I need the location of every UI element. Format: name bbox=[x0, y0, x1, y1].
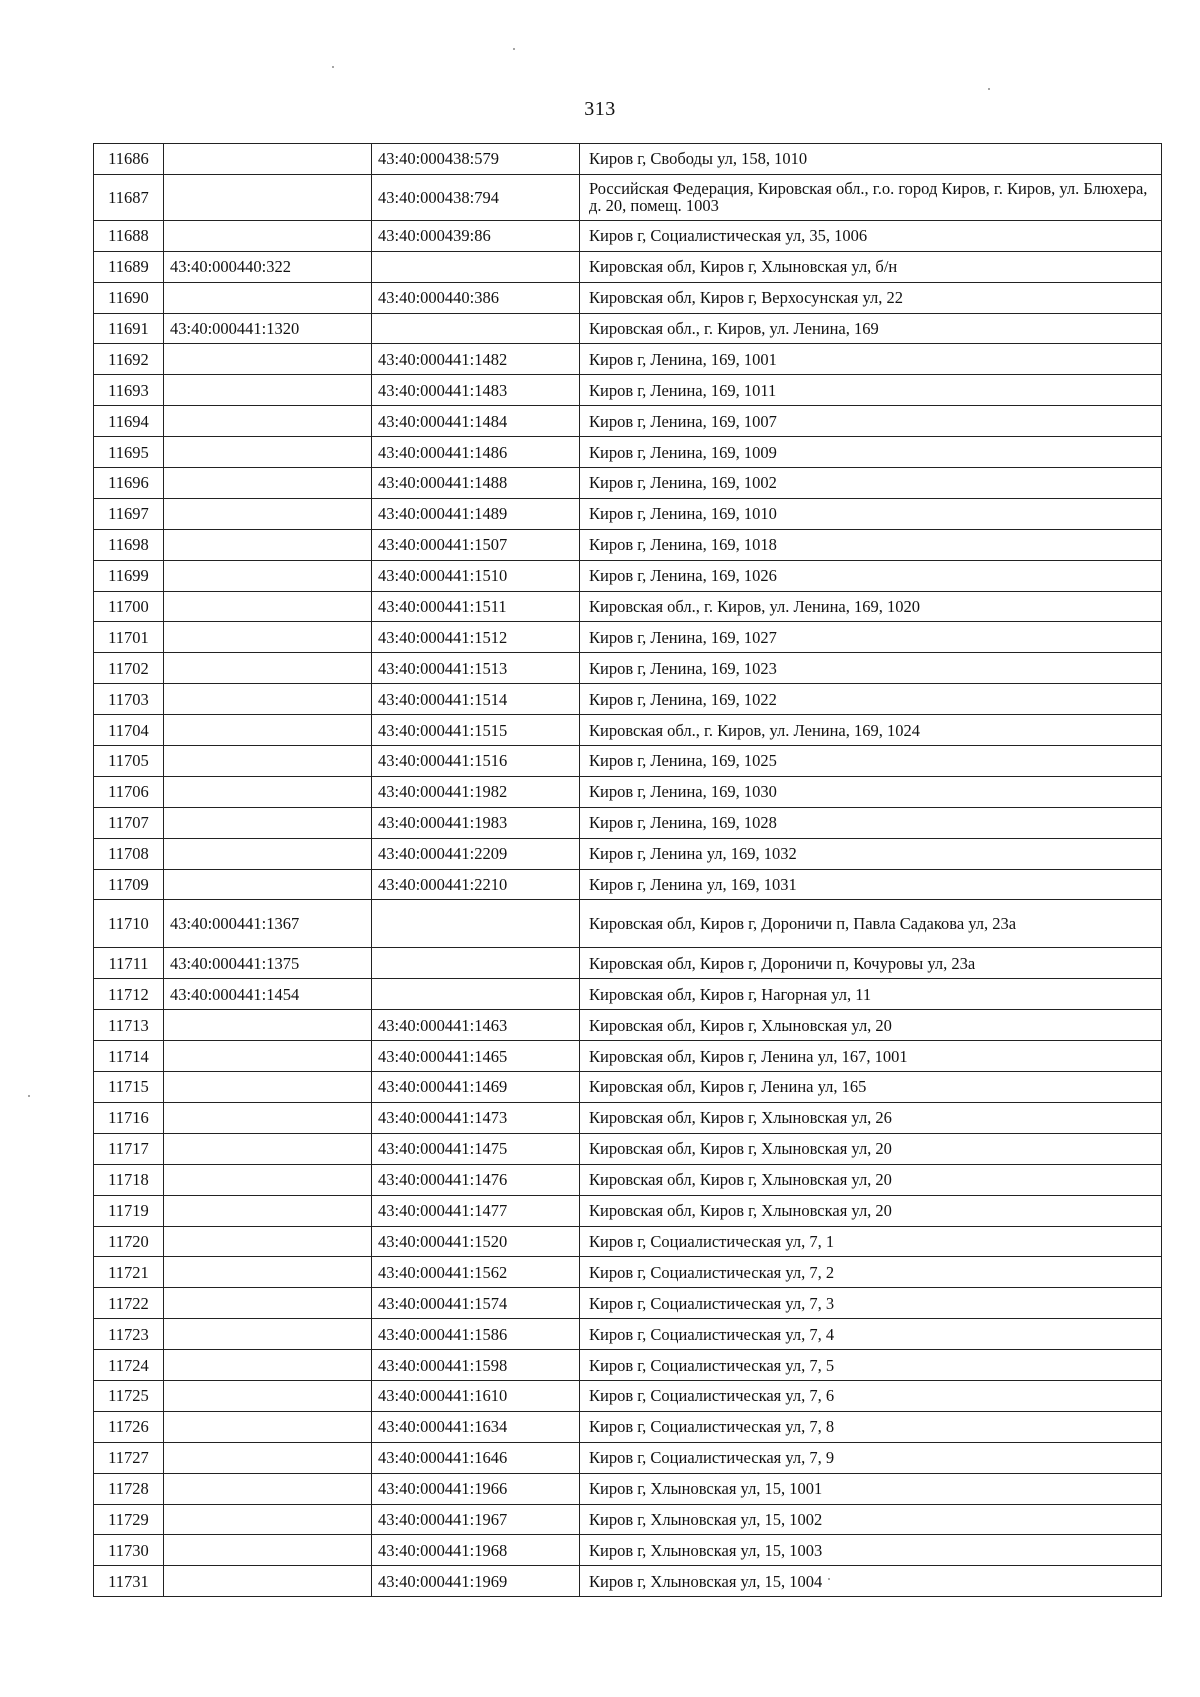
table-row bbox=[94, 979, 1162, 1010]
premises-number-cell bbox=[372, 948, 580, 979]
row-number-cell: 11690 bbox=[94, 282, 164, 313]
cadastral-number-cell bbox=[164, 1010, 372, 1041]
cadastral-number-cell bbox=[164, 1257, 372, 1288]
address-cell: Киров г, Социалистическая ул, 7, 3 bbox=[580, 1288, 1162, 1319]
table-row bbox=[94, 437, 1162, 468]
premises-number-cell: 43:40:000441:1482 bbox=[372, 344, 580, 375]
premises-number-cell: 43:40:000440:386 bbox=[372, 282, 580, 313]
premises-number-cell: 43:40:000441:1966 bbox=[372, 1473, 580, 1504]
table-row bbox=[94, 1041, 1162, 1072]
premises-number-cell: 43:40:000441:2209 bbox=[372, 838, 580, 869]
cadastral-number-cell bbox=[164, 622, 372, 653]
address-cell: Киров г, Социалистическая ул, 7, 1 bbox=[580, 1226, 1162, 1257]
address-cell: Киров г, Ленина, 169, 1002 bbox=[580, 468, 1162, 499]
cadastral-number-cell bbox=[164, 838, 372, 869]
table-row bbox=[94, 174, 1162, 220]
premises-number-cell: 43:40:000441:1475 bbox=[372, 1133, 580, 1164]
row-number-cell: 11705 bbox=[94, 746, 164, 777]
row-number-cell: 11711 bbox=[94, 948, 164, 979]
row-number-cell: 11729 bbox=[94, 1504, 164, 1535]
premises-number-cell: 43:40:000438:579 bbox=[372, 144, 580, 175]
row-number-cell: 11688 bbox=[94, 220, 164, 251]
row-number-cell: 11718 bbox=[94, 1164, 164, 1195]
cadastral-number-cell bbox=[164, 776, 372, 807]
table-row bbox=[94, 1350, 1162, 1381]
row-number-cell: 11707 bbox=[94, 807, 164, 838]
address-cell: Кировская обл, Киров г, Ленина ул, 165 bbox=[580, 1072, 1162, 1103]
table-row bbox=[94, 282, 1162, 313]
address-cell: Киров г, Социалистическая ул, 7, 2 bbox=[580, 1257, 1162, 1288]
table-row bbox=[94, 746, 1162, 777]
table-row bbox=[94, 1504, 1162, 1535]
row-number-cell: 11723 bbox=[94, 1319, 164, 1350]
cadastral-number-cell bbox=[164, 406, 372, 437]
cadastral-number-cell bbox=[164, 1566, 372, 1597]
cadastral-number-cell bbox=[164, 220, 372, 251]
cadastral-number-cell bbox=[164, 1041, 372, 1072]
premises-number-cell: 43:40:000441:1646 bbox=[372, 1442, 580, 1473]
address-cell: Кировская обл, Киров г, Дороничи п, Павла Садакова ул, 23а bbox=[580, 900, 1162, 948]
premises-number-cell: 43:40:000441:1968 bbox=[372, 1535, 580, 1566]
row-number-cell: 11714 bbox=[94, 1041, 164, 1072]
address-cell: Киров г, Ленина ул, 169, 1031 bbox=[580, 869, 1162, 900]
page-number: 313 bbox=[584, 98, 616, 120]
row-number-cell: 11695 bbox=[94, 437, 164, 468]
row-number-cell: 11701 bbox=[94, 622, 164, 653]
premises-number-cell: 43:40:000441:1967 bbox=[372, 1504, 580, 1535]
cadastral-number-cell bbox=[164, 1164, 372, 1195]
address-cell: Кировская обл, Киров г, Дороничи п, Кочуровы ул, 23а bbox=[580, 948, 1162, 979]
row-number-cell: 11691 bbox=[94, 313, 164, 344]
premises-number-cell: 43:40:000441:1598 bbox=[372, 1350, 580, 1381]
row-number-cell: 11689 bbox=[94, 251, 164, 282]
table-row bbox=[94, 653, 1162, 684]
cadastral-number-cell bbox=[164, 1473, 372, 1504]
premises-number-cell: 43:40:000441:1586 bbox=[372, 1319, 580, 1350]
premises-number-cell: 43:40:000441:2210 bbox=[372, 869, 580, 900]
cadastral-number-cell bbox=[164, 1072, 372, 1103]
premises-number-cell: 43:40:000441:1514 bbox=[372, 684, 580, 715]
address-cell: Кировская обл, Киров г, Хлыновская ул, 20 bbox=[580, 1195, 1162, 1226]
table-row bbox=[94, 1164, 1162, 1195]
cadastral-number-cell bbox=[164, 1350, 372, 1381]
cadastral-number-cell bbox=[164, 560, 372, 591]
row-number-cell: 11706 bbox=[94, 776, 164, 807]
row-number-cell: 11728 bbox=[94, 1473, 164, 1504]
address-cell: Киров г, Социалистическая ул, 7, 6 bbox=[580, 1380, 1162, 1411]
cadastral-number-cell bbox=[164, 1288, 372, 1319]
address-cell: Кировская обл, Киров г, Хлыновская ул, 20 bbox=[580, 1164, 1162, 1195]
premises-number-cell: 43:40:000441:1634 bbox=[372, 1411, 580, 1442]
table-row bbox=[94, 948, 1162, 979]
cadastral-number-cell bbox=[164, 282, 372, 313]
address-cell: Киров г, Ленина ул, 169, 1032 bbox=[580, 838, 1162, 869]
address-cell: Кировская обл, Киров г, Ленина ул, 167, 1001 bbox=[580, 1041, 1162, 1072]
cadastral-number-cell bbox=[164, 1195, 372, 1226]
table-row bbox=[94, 591, 1162, 622]
table-row bbox=[94, 1072, 1162, 1103]
premises-number-cell: 43:40:000441:1982 bbox=[372, 776, 580, 807]
row-number-cell: 11698 bbox=[94, 529, 164, 560]
address-cell: Киров г, Ленина, 169, 1007 bbox=[580, 406, 1162, 437]
row-number-cell: 11699 bbox=[94, 560, 164, 591]
row-number-cell: 11703 bbox=[94, 684, 164, 715]
premises-number-cell: 43:40:000441:1610 bbox=[372, 1380, 580, 1411]
address-cell: Киров г, Ленина, 169, 1030 bbox=[580, 776, 1162, 807]
address-cell: Киров г, Ленина, 169, 1010 bbox=[580, 498, 1162, 529]
cadastral-number-cell bbox=[164, 174, 372, 220]
premises-number-cell: 43:40:000441:1511 bbox=[372, 591, 580, 622]
cadastral-number-cell bbox=[164, 1442, 372, 1473]
premises-number-cell bbox=[372, 900, 580, 948]
cadastral-number-cell bbox=[164, 1133, 372, 1164]
row-number-cell: 11713 bbox=[94, 1010, 164, 1041]
cadastral-number-cell: 43:40:000441:1375 bbox=[164, 948, 372, 979]
cadastral-number-cell bbox=[164, 1535, 372, 1566]
row-number-cell: 11692 bbox=[94, 344, 164, 375]
address-cell: Киров г, Свободы ул, 158, 1010 bbox=[580, 144, 1162, 175]
table-row bbox=[94, 684, 1162, 715]
address-cell: Кировская обл., г. Киров, ул. Ленина, 169, 1020 bbox=[580, 591, 1162, 622]
table-row bbox=[94, 1566, 1162, 1597]
table-row bbox=[94, 313, 1162, 344]
table-row bbox=[94, 468, 1162, 499]
address-cell: Киров г, Ленина, 169, 1009 bbox=[580, 437, 1162, 468]
premises-number-cell: 43:40:000441:1969 bbox=[372, 1566, 580, 1597]
table-row bbox=[94, 715, 1162, 746]
row-number-cell: 11717 bbox=[94, 1133, 164, 1164]
premises-number-cell: 43:40:000441:1486 bbox=[372, 437, 580, 468]
address-cell: Кировская обл, Киров г, Верхосунская ул, 22 bbox=[580, 282, 1162, 313]
table-row bbox=[94, 869, 1162, 900]
premises-number-cell: 43:40:000441:1463 bbox=[372, 1010, 580, 1041]
row-number-cell: 11694 bbox=[94, 406, 164, 437]
row-number-cell: 11721 bbox=[94, 1257, 164, 1288]
cadastral-number-cell bbox=[164, 1504, 372, 1535]
cadastral-number-cell bbox=[164, 1411, 372, 1442]
address-cell: Киров г, Хлыновская ул, 15, 1003 bbox=[580, 1535, 1162, 1566]
row-number-cell: 11704 bbox=[94, 715, 164, 746]
row-number-cell: 11697 bbox=[94, 498, 164, 529]
table-row bbox=[94, 1102, 1162, 1133]
cadastral-number-cell bbox=[164, 869, 372, 900]
cadastral-number-cell bbox=[164, 498, 372, 529]
table-row bbox=[94, 406, 1162, 437]
address-cell: Киров г, Ленина, 169, 1023 bbox=[580, 653, 1162, 684]
row-number-cell: 11710 bbox=[94, 900, 164, 948]
address-cell: Киров г, Хлыновская ул, 15, 1004 bbox=[580, 1566, 1162, 1597]
table-row bbox=[94, 1226, 1162, 1257]
table-row bbox=[94, 1319, 1162, 1350]
cadastral-number-cell bbox=[164, 529, 372, 560]
registry-table bbox=[93, 143, 1162, 1597]
cadastral-number-cell bbox=[164, 1102, 372, 1133]
cadastral-number-cell bbox=[164, 684, 372, 715]
premises-number-cell: 43:40:000441:1512 bbox=[372, 622, 580, 653]
table-row bbox=[94, 1133, 1162, 1164]
row-number-cell: 11725 bbox=[94, 1380, 164, 1411]
address-cell: Кировская обл., г. Киров, ул. Ленина, 169, 1024 bbox=[580, 715, 1162, 746]
address-cell: Кировская обл, Киров г, Хлыновская ул, 20 bbox=[580, 1010, 1162, 1041]
premises-number-cell: 43:40:000441:1476 bbox=[372, 1164, 580, 1195]
premises-number-cell: 43:40:000441:1520 bbox=[372, 1226, 580, 1257]
cadastral-number-cell bbox=[164, 1319, 372, 1350]
address-cell: Киров г, Социалистическая ул, 7, 8 bbox=[580, 1411, 1162, 1442]
table-row bbox=[94, 1257, 1162, 1288]
table-row bbox=[94, 560, 1162, 591]
premises-number-cell: 43:40:000441:1507 bbox=[372, 529, 580, 560]
row-number-cell: 11719 bbox=[94, 1195, 164, 1226]
premises-number-cell: 43:40:000441:1489 bbox=[372, 498, 580, 529]
cadastral-number-cell: 43:40:000441:1367 bbox=[164, 900, 372, 948]
scan-speck bbox=[513, 48, 515, 50]
table-row bbox=[94, 220, 1162, 251]
premises-number-cell: 43:40:000441:1465 bbox=[372, 1041, 580, 1072]
address-cell: Кировская обл, Киров г, Хлыновская ул, б/н bbox=[580, 251, 1162, 282]
cadastral-number-cell bbox=[164, 746, 372, 777]
row-number-cell: 11720 bbox=[94, 1226, 164, 1257]
scan-speck bbox=[988, 88, 990, 90]
cadastral-number-cell bbox=[164, 1226, 372, 1257]
address-cell: Кировская обл, Киров г, Нагорная ул, 11 bbox=[580, 979, 1162, 1010]
address-cell: Киров г, Ленина, 169, 1011 bbox=[580, 375, 1162, 406]
table-row bbox=[94, 1195, 1162, 1226]
address-cell: Российская Федерация, Кировская обл., г.о. город Киров, г. Киров, ул. Блюхера, д. 20, помещ. 1003 bbox=[580, 174, 1162, 220]
row-number-cell: 11709 bbox=[94, 869, 164, 900]
table-row bbox=[94, 838, 1162, 869]
table-row bbox=[94, 776, 1162, 807]
address-cell: Киров г, Ленина, 169, 1025 bbox=[580, 746, 1162, 777]
premises-number-cell: 43:40:000439:86 bbox=[372, 220, 580, 251]
cadastral-number-cell: 43:40:000441:1454 bbox=[164, 979, 372, 1010]
table-row bbox=[94, 807, 1162, 838]
premises-number-cell: 43:40:000441:1510 bbox=[372, 560, 580, 591]
cadastral-number-cell bbox=[164, 144, 372, 175]
cadastral-number-cell bbox=[164, 375, 372, 406]
row-number-cell: 11700 bbox=[94, 591, 164, 622]
table-row bbox=[94, 344, 1162, 375]
premises-number-cell bbox=[372, 313, 580, 344]
row-number-cell: 11696 bbox=[94, 468, 164, 499]
table-row bbox=[94, 1380, 1162, 1411]
row-number-cell: 11712 bbox=[94, 979, 164, 1010]
address-cell: Киров г, Ленина, 169, 1022 bbox=[580, 684, 1162, 715]
premises-number-cell: 43:40:000441:1484 bbox=[372, 406, 580, 437]
premises-number-cell: 43:40:000441:1516 bbox=[372, 746, 580, 777]
row-number-cell: 11715 bbox=[94, 1072, 164, 1103]
table-row bbox=[94, 1535, 1162, 1566]
premises-number-cell: 43:40:000441:1983 bbox=[372, 807, 580, 838]
address-cell: Киров г, Социалистическая ул, 7, 9 bbox=[580, 1442, 1162, 1473]
address-cell: Киров г, Ленина, 169, 1026 bbox=[580, 560, 1162, 591]
table-row bbox=[94, 1473, 1162, 1504]
premises-number-cell: 43:40:000441:1513 bbox=[372, 653, 580, 684]
row-number-cell: 11702 bbox=[94, 653, 164, 684]
row-number-cell: 11731 bbox=[94, 1566, 164, 1597]
table-row bbox=[94, 622, 1162, 653]
cadastral-number-cell bbox=[164, 653, 372, 684]
row-number-cell: 11727 bbox=[94, 1442, 164, 1473]
row-number-cell: 11722 bbox=[94, 1288, 164, 1319]
premises-number-cell: 43:40:000441:1515 bbox=[372, 715, 580, 746]
premises-number-cell bbox=[372, 251, 580, 282]
scan-speck bbox=[332, 66, 334, 68]
premises-number-cell: 43:40:000441:1574 bbox=[372, 1288, 580, 1319]
address-cell: Киров г, Ленина, 169, 1028 bbox=[580, 807, 1162, 838]
premises-number-cell: 43:40:000441:1473 bbox=[372, 1102, 580, 1133]
address-cell: Киров г, Хлыновская ул, 15, 1002 bbox=[580, 1504, 1162, 1535]
address-cell: Кировская обл., г. Киров, ул. Ленина, 169 bbox=[580, 313, 1162, 344]
registry-table-body bbox=[94, 144, 1162, 1597]
premises-number-cell bbox=[372, 979, 580, 1010]
address-cell: Киров г, Ленина, 169, 1001 bbox=[580, 344, 1162, 375]
address-cell: Кировская обл, Киров г, Хлыновская ул, 20 bbox=[580, 1133, 1162, 1164]
cadastral-number-cell bbox=[164, 344, 372, 375]
scan-speck bbox=[28, 1095, 30, 1097]
cadastral-number-cell bbox=[164, 468, 372, 499]
cadastral-number-cell bbox=[164, 437, 372, 468]
table-row bbox=[94, 900, 1162, 948]
address-cell: Киров г, Социалистическая ул, 7, 5 bbox=[580, 1350, 1162, 1381]
address-cell: Киров г, Ленина, 169, 1018 bbox=[580, 529, 1162, 560]
cadastral-number-cell bbox=[164, 591, 372, 622]
table-row bbox=[94, 1442, 1162, 1473]
cadastral-number-cell: 43:40:000440:322 bbox=[164, 251, 372, 282]
address-cell: Киров г, Ленина, 169, 1027 bbox=[580, 622, 1162, 653]
premises-number-cell: 43:40:000441:1488 bbox=[372, 468, 580, 499]
table-row bbox=[94, 1010, 1162, 1041]
cadastral-number-cell: 43:40:000441:1320 bbox=[164, 313, 372, 344]
cadastral-number-cell bbox=[164, 807, 372, 838]
premises-number-cell: 43:40:000441:1483 bbox=[372, 375, 580, 406]
table-row bbox=[94, 1411, 1162, 1442]
row-number-cell: 11708 bbox=[94, 838, 164, 869]
row-number-cell: 11730 bbox=[94, 1535, 164, 1566]
premises-number-cell: 43:40:000438:794 bbox=[372, 174, 580, 220]
row-number-cell: 11716 bbox=[94, 1102, 164, 1133]
row-number-cell: 11687 bbox=[94, 174, 164, 220]
table-row bbox=[94, 251, 1162, 282]
row-number-cell: 11686 bbox=[94, 144, 164, 175]
row-number-cell: 11726 bbox=[94, 1411, 164, 1442]
premises-number-cell: 43:40:000441:1477 bbox=[372, 1195, 580, 1226]
scan-speck bbox=[828, 1578, 830, 1580]
table-row bbox=[94, 144, 1162, 175]
address-cell: Кировская обл, Киров г, Хлыновская ул, 26 bbox=[580, 1102, 1162, 1133]
address-cell: Киров г, Хлыновская ул, 15, 1001 bbox=[580, 1473, 1162, 1504]
table-row bbox=[94, 498, 1162, 529]
cadastral-number-cell bbox=[164, 715, 372, 746]
cadastral-number-cell bbox=[164, 1380, 372, 1411]
premises-number-cell: 43:40:000441:1562 bbox=[372, 1257, 580, 1288]
table-row bbox=[94, 529, 1162, 560]
table-row bbox=[94, 375, 1162, 406]
address-cell: Киров г, Социалистическая ул, 7, 4 bbox=[580, 1319, 1162, 1350]
row-number-cell: 11693 bbox=[94, 375, 164, 406]
address-cell: Киров г, Социалистическая ул, 35, 1006 bbox=[580, 220, 1162, 251]
row-number-cell: 11724 bbox=[94, 1350, 164, 1381]
premises-number-cell: 43:40:000441:1469 bbox=[372, 1072, 580, 1103]
table-row bbox=[94, 1288, 1162, 1319]
